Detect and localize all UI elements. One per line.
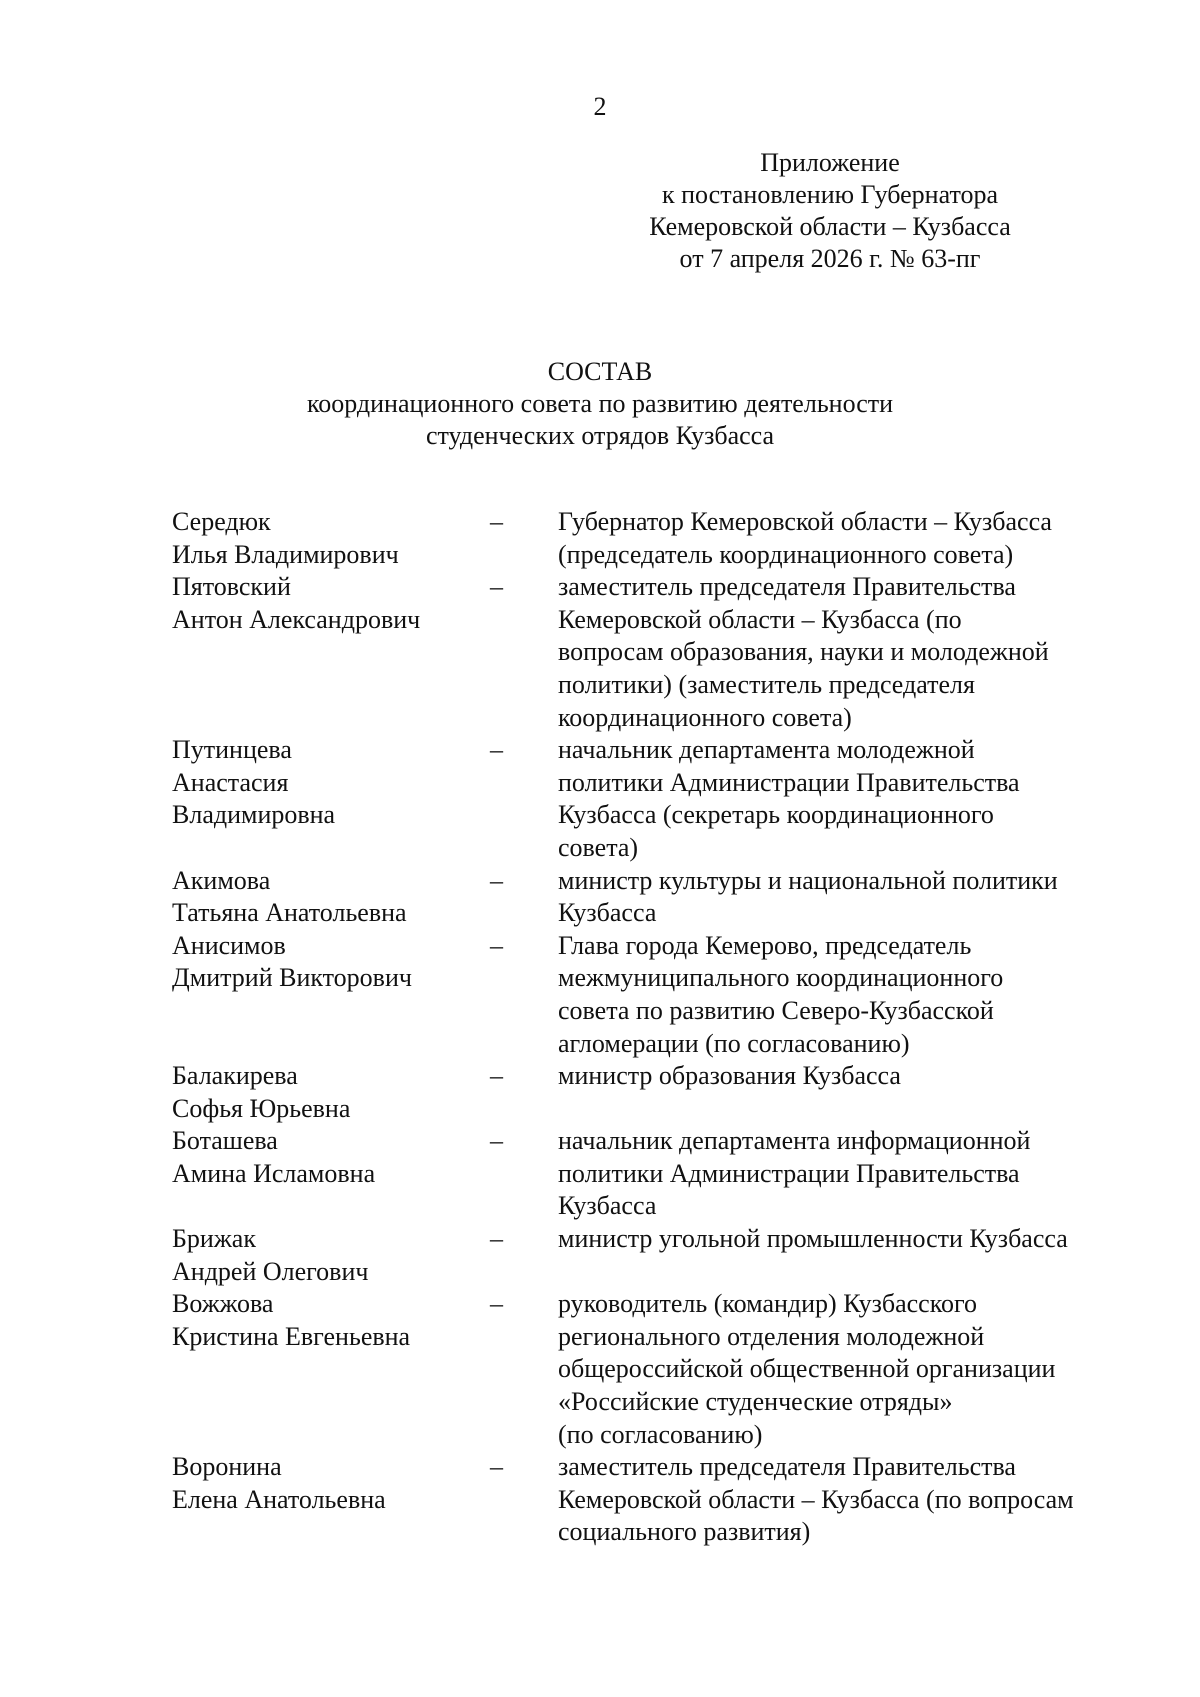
member-role: заместитель председателя Правительства Кемеровской области – Кузбасса (по вопросам образования, науки и молодежной политики) (заместитель председателя координационного совета) bbox=[558, 572, 1049, 732]
member-dash: – bbox=[490, 735, 503, 765]
member-row bbox=[172, 930, 1132, 1060]
members-list bbox=[172, 506, 1132, 1549]
member-name: Путинцева Анастасия Владимировна bbox=[172, 735, 336, 830]
member-dash: – bbox=[490, 1452, 503, 1482]
member-role: министр культуры и национальной политики Кузбасса bbox=[558, 865, 1058, 928]
member-row bbox=[172, 865, 1132, 930]
member-dash: – bbox=[490, 507, 503, 536]
page-number: 2 bbox=[593, 92, 607, 121]
member-role: заместитель председателя Правительства Кемеровской области – Кузбасса (по вопросам социального развития) bbox=[558, 1452, 1074, 1547]
title-heading: СОСТАВ bbox=[547, 357, 653, 386]
member-role: начальник департамента информационной политики Администрации Правительства Кузбасса bbox=[558, 1126, 1031, 1221]
member-dash: – bbox=[490, 1061, 503, 1091]
member-row bbox=[172, 1125, 1132, 1223]
member-role: Глава города Кемерово, председатель межмуниципального координационного совета по развитию Северо-Кузбасской агломерации (по согласованию) bbox=[558, 930, 1004, 1058]
appendix-block bbox=[620, 147, 1040, 275]
member-row bbox=[172, 1288, 1132, 1451]
appendix-line-1: Приложение bbox=[760, 148, 900, 177]
member-row bbox=[172, 1223, 1132, 1288]
member-row bbox=[172, 571, 1132, 734]
member-row bbox=[172, 1060, 1132, 1125]
member-name: Боташева Амина Исламовна bbox=[172, 1126, 376, 1188]
member-name: Пятовский Антон Александрович bbox=[172, 572, 421, 634]
member-name: Брижак Андрей Олегович bbox=[172, 1224, 369, 1286]
member-role: министр угольной промышленности Кузбасса bbox=[558, 1224, 1068, 1254]
title-line-3: студенческих отрядов Кузбасса bbox=[425, 421, 775, 450]
member-role: министр образования Кузбасса bbox=[558, 1061, 901, 1091]
member-name: Анисимов Дмитрий Викторович bbox=[172, 930, 412, 993]
member-role: Губернатор Кемеровской области – Кузбасса (председатель координационного совета) bbox=[558, 507, 1052, 569]
member-name: Акимова Татьяна Анатольевна bbox=[172, 865, 407, 928]
member-dash: – bbox=[490, 572, 503, 602]
document-title bbox=[0, 356, 1200, 452]
appendix-line-2: к постановлению Губернатора bbox=[661, 180, 999, 209]
member-dash: – bbox=[490, 1289, 503, 1319]
member-dash: – bbox=[490, 865, 503, 895]
member-role: руководитель (командир) Кузбасского регионального отделения молодежной общероссийской общественной организации «Российские студенческие отряды» (по согласованию) bbox=[558, 1289, 1056, 1449]
appendix-line-3: Кемеровской области – Кузбасса bbox=[649, 212, 1011, 241]
member-dash: – bbox=[490, 1224, 503, 1254]
member-name: Балакирева Софья Юрьевна bbox=[172, 1061, 351, 1123]
member-dash: – bbox=[490, 930, 503, 960]
appendix-line-4: от 7 апреля 2026 г. № 63-пг bbox=[679, 244, 981, 273]
member-role: начальник департамента молодежной политики Администрации Правительства Кузбасса (секретарь координационного совета) bbox=[558, 735, 1020, 862]
member-row bbox=[172, 734, 1132, 864]
member-name: Воронина Елена Анатольевна bbox=[172, 1452, 386, 1514]
title-line-2: координационного совета по развитию деятельности bbox=[306, 389, 894, 418]
member-name: Середюк Илья Владимирович bbox=[172, 507, 399, 569]
member-dash: – bbox=[490, 1126, 503, 1156]
member-name: Вожжова Кристина Евгеньевна bbox=[172, 1289, 411, 1351]
member-row bbox=[172, 506, 1132, 571]
member-row bbox=[172, 1451, 1132, 1549]
